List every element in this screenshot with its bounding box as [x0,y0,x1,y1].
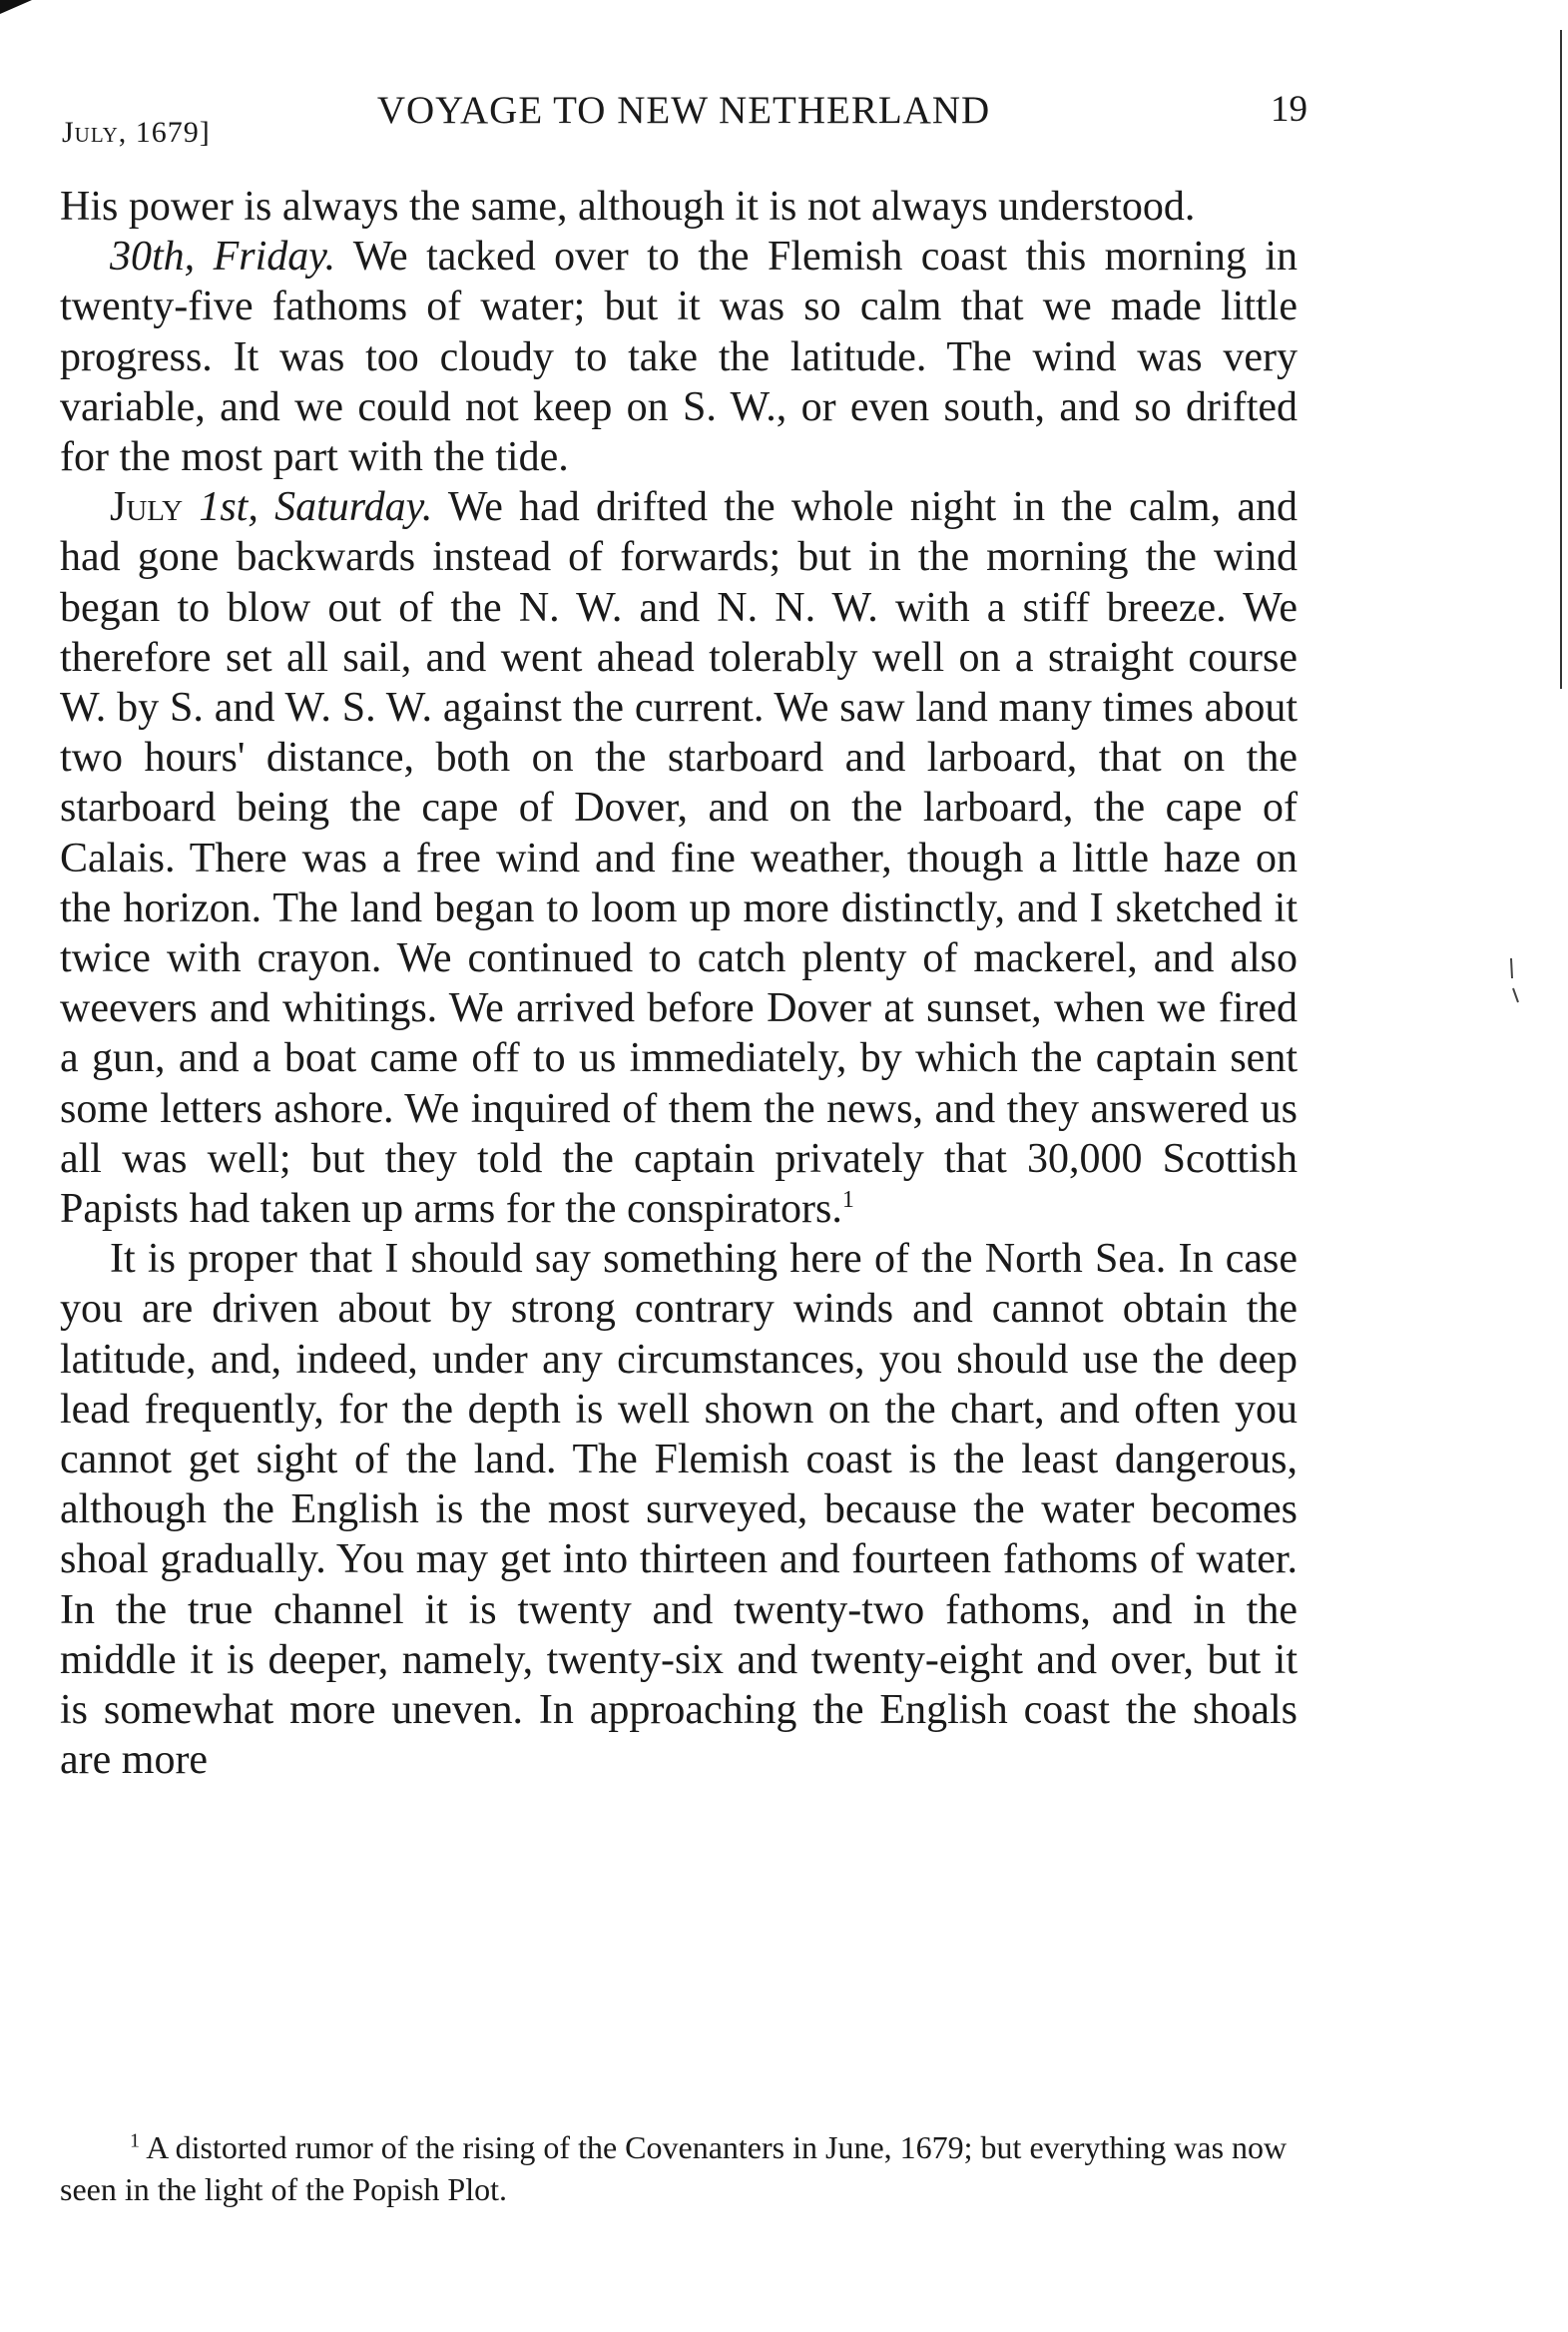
footnote-marker: 1 [130,2129,140,2152]
paragraph-4 [60,1234,1298,1785]
paragraph-2 [60,232,1298,482]
paragraph-3-text: We had drifted the whole night in the calm, and had gone backwards instead of forwards; but in the morning the wind began to blow out of the N. W. and N. N. W. with a stiff breeze. We therefore set all sail, and went ahead tolerably well on a straight course W. by S. and W. S. W. against the current. We saw land many times about two hours' distance, both on the starboard and larboard, that on the starboard being the cape of Dover, and on the larboard, the cape of Calais. There was a free wind and fine weather, though a little haze on the horizon. The land began to loom up more distinctly, and I sketched it twice with crayon. We continued to catch plenty of mackerel, and also weevers and whitings. We arrived before Dover at sunset, when we fired a gun, and a boat came off to us immediately, by which the captain sent some letters ashore. We inquired of them the news, and they answered us all was well; but they told the captain privately that 30,000 Scottish Papists had taken up arms for the conspirators. [60,484,1298,1233]
running-header [60,88,1307,148]
paragraph-2-text: We tacked over to the Flemish coast this morning in twenty-five fathoms of water; but it was so calm that we made little progress. It was too cloudy to take the latitude. The wind was very variable, and we could not keep on S. W., or even south, and so drifted for the most part with the tide. [60,234,1298,481]
running-title: VOYAGE TO NEW NETHERLAND [376,89,991,132]
page-edge-line [1560,30,1562,689]
stray-ink-mark [1507,958,1521,1008]
paragraph-1-text: His power is always the same, although it is not always understood. [60,184,1196,230]
footnote-text: A distorted rumor of the rising of the Covenanters in June, 1679; but everything was now seen in the light of the Popish Plot. [60,2129,1288,2207]
footnote-reference: 1 [841,1187,854,1214]
paragraph-4-text: It is proper that I should say something here of the North Sea. In case you are driven about by strong contrary winds and cannot obtain the latitude, and, indeed, under any circumstances, you should use the deep lead frequently, for the depth is well shown on the chart, and often you cannot get sight of the land. The Flemish coast is the least dangerous, although the English is the most surveyed, because the water becomes shoal gradually. You may get into thirteen and fourteen fathoms of water. In the true channel it is twenty and twenty-two fathoms, and in the middle it is deeper, namely, twenty-six and twenty-eight and over, but it is somewhat more uneven. In approaching the English coast the shoals are more [60,1236,1298,1784]
entry-month-july: July [110,484,184,531]
footnote [60,2126,1298,2210]
entry-date-1st: 1st, Saturday. [183,484,433,531]
paragraph-3 [60,482,1298,1234]
paragraph-1 [60,182,1298,232]
corner-scan-mark [0,0,32,14]
entry-date-30th: 30th, Friday. [110,234,336,281]
page-number: 19 [1271,89,1307,130]
body-text [60,182,1298,1786]
running-date: July, 1679] [62,116,211,149]
